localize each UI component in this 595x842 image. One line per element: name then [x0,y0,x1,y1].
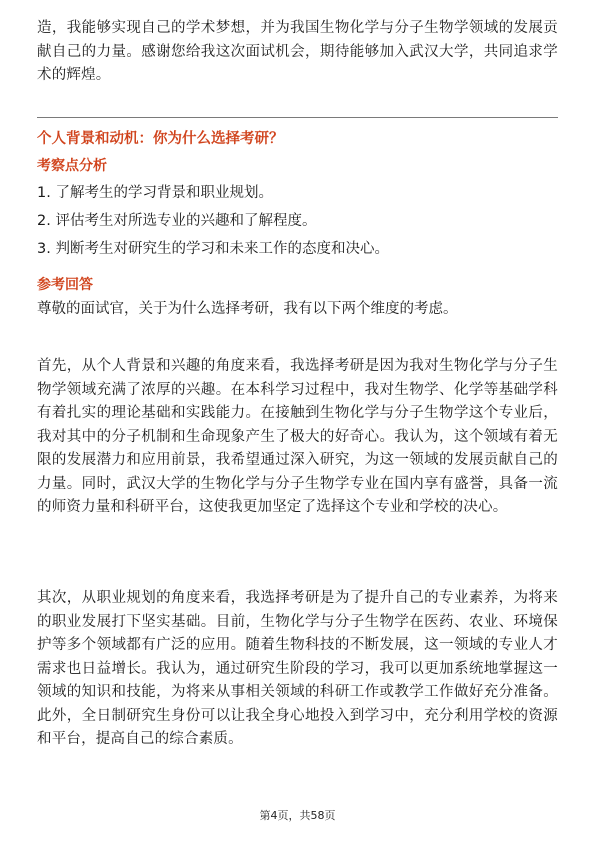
analysis-item-1: 1. 了解考生的学习背景和职业规划。 [37,185,273,201]
answer-opening: 尊敬的面试官，关于为什么选择考研，我有以下两个维度的考虑。 [37,301,458,317]
question-title: 个人背景和动机：你为什么选择考研？ [37,131,284,147]
analysis-heading: 考察点分析 [37,158,107,174]
page-number: 第4页，共58页 [259,809,336,822]
answer-paragraph-1: 首先，从个人背景和兴趣的角度来看，我选择考研是因为我对生物化学与分子生物学领域充满了浓厚的兴趣。在本科学习过程中，我对生物学、化学等基础学科有着扎实的理论基础和实践能力。在接触到生物化学与分子生物学这个专业后，我对其中的分子机制和生命现象产生了极大的好奇心。我认为，这个领域有着无限的发展潜力和应用前景，我希望通过深入研究，为这一领域的发展贡献自己的力量。同时，武汉大学的生物化学与分子生物学专业在国内享有盛誉，具备一流的师资力量和科研平台，这使我更加坚定了选择这个专业和学校的决心。 [37,358,558,515]
analysis-item-3: 3. 判断考生对研究生的学习和未来工作的态度和决心。 [37,241,389,257]
answer-heading: 参考回答 [37,277,93,293]
section-divider [37,117,558,118]
analysis-item-2: 2. 评估考生对所选专业的兴趣和了解程度。 [37,213,317,229]
answer-paragraph-2: 其次，从职业规划的角度来看，我选择考研是为了提升自己的专业素养，为将来的职业发展打下坚实基础。目前，生物化学与分子生物学在医药、农业、环境保护等多个领域都有广泛的应用。随着生物科技的不断发展，这一领域的专业人才需求也日益增长。我认为，通过研究生阶段的学习，我可以更加系统地掌握这一领域的知识和技能，为将来从事相关领域的科研工作或教学工作做好充分准备。此外，全日制研究生身份可以让我全身心地投入到学习中，充分利用学校的资源和平台，提高自己的综合素质。 [37,590,558,747]
intro-closing-paragraph: 造，我能够实现自己的学术梦想，并为我国生物化学与分子生物学领域的发展贡献自己的力量。感谢您给我这次面试机会，期待能够加入武汉大学，共同追求学术的辉煌。 [37,20,558,83]
